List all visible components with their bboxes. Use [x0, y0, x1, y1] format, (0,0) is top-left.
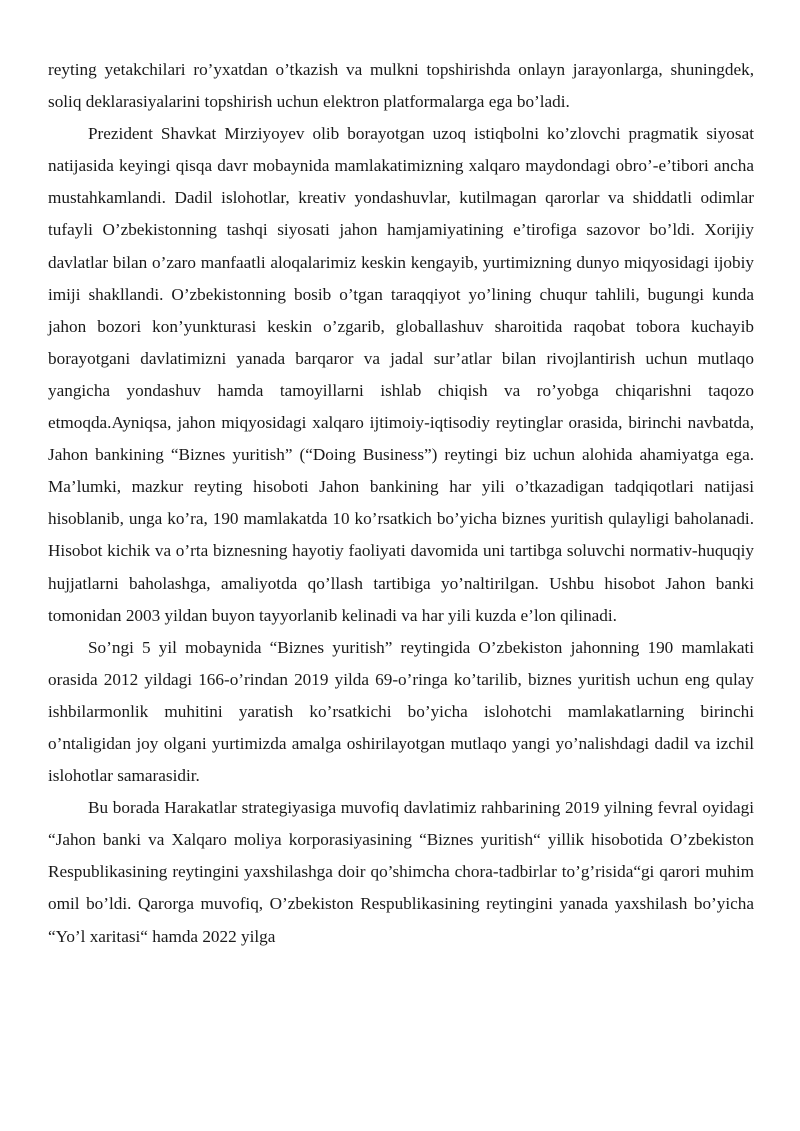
- paragraph: So’ngi 5 yil mobaynida “Biznes yuritish” reytingida O’zbekiston jahonning 190 mamlakati orasida 2012 yildagi 166-o’rindan 2019 yilda 69-o’ringa ko’tarilib, biznes yuritish uchun eng qulay ishbilarmonlik muhitini yaratish ko’rsatkichi bo’yicha islohotchi mamlakatlarning birinchi o’ntaligidan joy olgani yurtimizda amalga oshirilayotgan mutlaqo yangi yo’nalishdagi dadil va izchil islohotlar samarasidir.: [48, 637, 754, 786]
- paragraph-continued: reyting yetakchilari ro’yxatdan o’tkazish va mulkni topshirishda onlayn jarayonlarga, shuningdek, soliq deklarasiyalarini topshirish uchun elektron platformalarga ega bo’ladi.: [48, 60, 754, 112]
- paragraph: Prezident Shavkat Mirziyoyev olib borayotgan uzoq istiqbolni ko’zlovchi pragmatik siyosat natijasida keyingi qisqa davr mobaynida mamlakatimizning xalqaro maydondagi obro’-e’tibori ancha mustahkamlandi. Dadil islohotlar, kreativ yondashuvlar, kutilmagan qarorlar va shiddatli odimlar tufayli O’zbekistonning tashqi siyosati jahon hamjamiyatining e’tirofiga sazovor bo’ldi. Xorijiy davlatlar bilan o’zaro manfaatli aloqalarimiz keskin kengayib, yurtimizning dunyo miqyosidagi ijobiy imiji shakllandi. O’zbekistonning bosib o’tgan taraqqiyot yo’lining chuqur tahlili, bugungi kunda jahon bozori kon’yunkturasi keskin o’zgarib, globallashuv sharoitida raqobat tobora kuchayib borayotgani davlatimizni yanada barqaror va jadal sur’atlar bilan rivojlantirish uchun mutlaqo yangicha yondashuv hamda tamoyillarni ishlab chiqish va ro’yobga chiqarishni taqozo etmoqda.Ayniqsa, jahon miqyosidagi xalqaro ijtimoiy-iqtisodiy reytinglar orasida, birinchi navbatda, Jahon bankining “Biznes yuritish” (“Doing Business”) reytingi biz uchun alohida ahamiyatga ega. Ma’lumki, mazkur reyting hisoboti Jahon bankining har yili o’tkazadigan tadqiqotlari natijasi hisoblanib, unga ko’ra, 190 mamlakatda 10 ko’rsatkich bo’yicha biznes yuritish qulayligi baholanadi. Hisobot kichik va o’rta biznesning hayotiy faoliyati davomida uni tartibga soluvchi normativ-huquqiy hujjatlarni baholashga, amaliyotda qo’llash tartibiga yo’naltirilgan. Ushbu hisobot Jahon banki tomonidan 2003 yildan buyon tayyorlanib kelinadi va har yili kuzda e’lon qilinadi.: [48, 124, 754, 625]
- paragraph: Bu borada Harakatlar strategiyasiga muvofiq davlatimiz rahbarining 2019 yilning fevral oyidagi “Jahon banki va Xalqaro moliya korporasiyasining “Biznes yuritish“ yillik hisobotida O’zbekiston Respublikasining reytingini yaxshilashga doir qo’shimcha chora-tadbirlar to’g’risida“gi qarori muhim omil bo’ldi. Qarorga muvofiq, O’zbekiston Respublikasining reytingini yanada yaxshilash bo’yicha “Yo’l xaritasi“ hamda 2022 yilga: [48, 798, 754, 946]
- document-body: [48, 54, 754, 953]
